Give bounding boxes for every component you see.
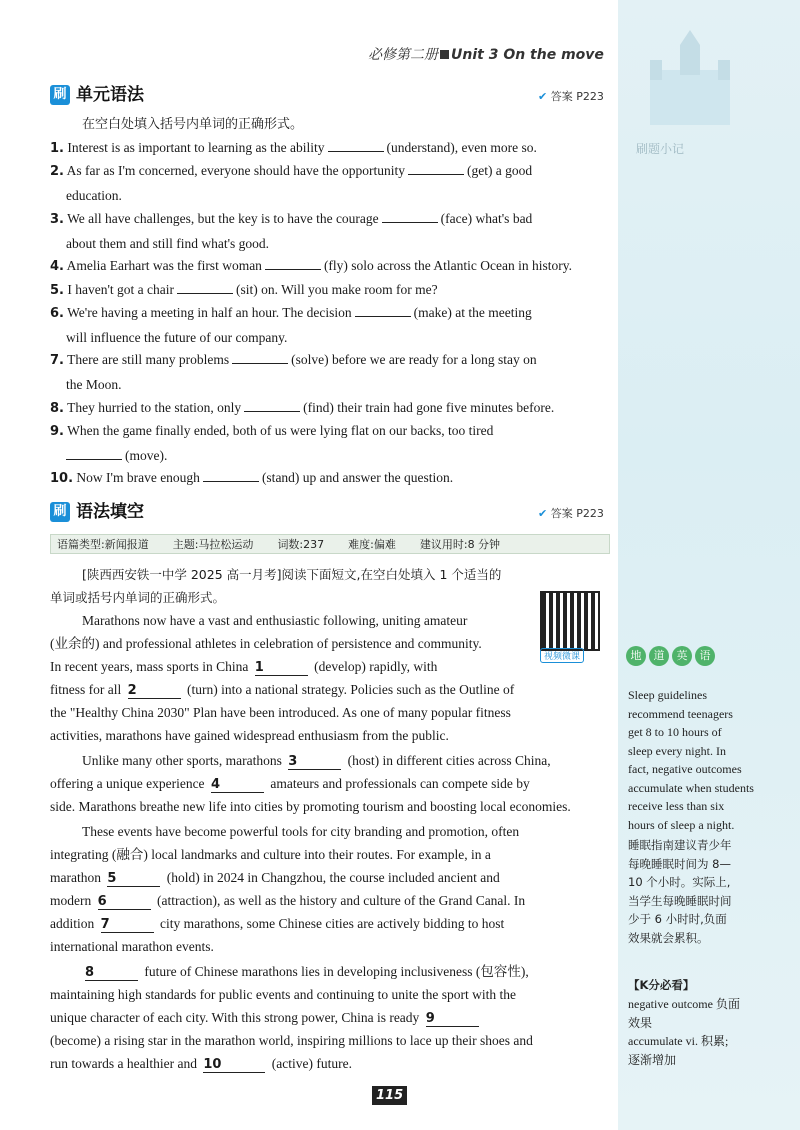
p1-line2: (业余的) and professional athletes in celebration of persistence and community. [50, 636, 482, 651]
question-10: 10. Now I'm brave enough (stand) up and answer the question. [50, 470, 454, 486]
section2-answer: ✔ 答案 P223 [538, 507, 604, 520]
question-2: 2. As far as I'm concerned, everyone should have the opportunity (get) a good education. [50, 163, 533, 203]
section1-tag: 刷 [50, 85, 70, 105]
sidebar-english: Sleep guidelines recommend teenagers get 8 to 10 hours of sleep every night. In fact, negative outcomes accumulate when students receive less than six hours of sleep a night. [628, 688, 754, 832]
section2-tag: 刷 [50, 502, 70, 522]
question-8: 8. They hurried to the station, only (find) their train had gone five minutes before. [50, 400, 555, 416]
page-number: 115 [372, 1086, 407, 1105]
sidebar-chinese: 睡眠指南建议青少年 每晚睡眠时间为 8— 10 个小时。实际上, 当学生每晚睡眠时间 少于 6 小时时,负面 效果就会累积。 [628, 838, 732, 945]
p4-line5: run towards a healthier and 10 (active) future. [50, 1056, 352, 1072]
section1-answer: ✔ 答案 P223 [538, 90, 604, 103]
sidebar [618, 0, 800, 1130]
section2-title: 刷 语法填空 [50, 497, 144, 522]
passage-info-bar [50, 534, 610, 554]
p2-line2: offering a unique experience 4 amateurs and professionals can compete side by [50, 776, 530, 792]
video-lesson-label[interactable]: 视频微课 [540, 648, 584, 663]
info-topic: 主题:马拉松运动 [172, 538, 254, 551]
info-type: 语篇类型:新闻报道 [57, 538, 149, 551]
check-icon: ✔ [538, 507, 548, 520]
p4-line2: maintaining high standards for public events and continuing to unite the sport with the [50, 987, 517, 1002]
sidebar-vocab: negative outcome 负面 效果 accumulate vi. 积累; 逐渐增加 [628, 997, 740, 1067]
question-7: 7. There are still many problems (solve) before we are ready for a long stay on the Moon. [50, 352, 537, 392]
check-icon: ✔ [538, 90, 548, 103]
question-4: 4. Amelia Earhart was the first woman (fly) solo across the Atlantic Ocean in history. [50, 258, 572, 274]
p4-line3: unique character of each city. With this strong power, China is ready 9 [50, 1006, 482, 1031]
p3-line6: international marathon events. [50, 939, 214, 954]
question-1: 1. Interest is as important to learning as the ability (understand), even more so. [50, 140, 537, 156]
p3-line4: modern 6 (attraction), as well as the history and culture of the Grand Canal. In [50, 893, 526, 909]
page-header: 必修第二册 Unit 3 On the move [368, 47, 604, 63]
castle-illustration [630, 30, 750, 130]
info-time: 建议用时:8 分钟 [419, 538, 501, 551]
info-words: 词数:237 [277, 538, 325, 551]
p4-line1: 8 future of Chinese marathons lies in developing inclusiveness (包容性), [85, 964, 529, 980]
question-6: 6. We're having a meeting in half an hour. The decision (make) at the meeting will influence the future of our company. [50, 305, 532, 345]
section1-instruction: 在空白处填入括号内单词的正确形式。 [82, 117, 304, 132]
sidebar-title: 刷题小记 [636, 142, 685, 156]
p3-line3: marathon 5 (hold) in 2024 in Changzhou, the course included ancient and [50, 870, 500, 886]
p1-line5: the "Healthy China 2030" Plan have been introduced. As one of many popular fitness [50, 705, 511, 720]
question-9: 9. When the game finally ended, both of us were lying flat on our backs, too tired (move). [50, 423, 494, 463]
p3-line1: These events have become powerful tools for city branding and promotion, often [82, 824, 520, 839]
authentic-english-badge: 地 道 英 语 [626, 646, 715, 666]
info-difficulty: 难度:偏难 [348, 538, 396, 551]
p2-line3: side. Marathons breathe new life into cities by promoting tourism and boosting local economies. [50, 799, 571, 814]
p1-line6: activities, marathons have gained widespread enthusiasm from the public. [50, 728, 449, 743]
p3-line5: addition 7 city marathons, some Chinese cities are actively bidding to host [50, 916, 505, 932]
p1-line1: Marathons now have a vast and enthusiastic following, uniting amateur [82, 613, 468, 628]
question-3: 3. We all have challenges, but the key is to have the courage (face) what's bad about them and still find what's good. [50, 211, 533, 251]
question-5: 5. I haven't got a chair (sit) on. Will you make room for me? [50, 282, 438, 298]
qr-code[interactable] [540, 591, 600, 651]
passage-intro-2: 单词或括号内单词的正确形式。 [50, 590, 226, 605]
section1-title: 刷 单元语法 [50, 80, 144, 105]
p4-line4: (become) a rising star in the marathon world, inspiring millions to lace up their shoes and [50, 1033, 533, 1048]
p1-line3: In recent years, mass sports in China 1 (develop) rapidly, with [50, 659, 438, 675]
p1-line4: fitness for all 2 (turn) into a national strategy. Policies such as the Outline of [50, 682, 515, 698]
p2-line1: Unlike many other sports, marathons 3 (host) in different cities across China, [82, 753, 551, 769]
p3-line2: integrating (融合) local landmarks and culture into their routes. For example, in a [50, 847, 491, 862]
sidebar-k-title: 【K分必看】 [628, 978, 695, 992]
passage-intro-1: [陕西西安铁一中学 2025 高一月考]阅读下面短文,在空白处填入 1 个适当的 [82, 567, 502, 582]
